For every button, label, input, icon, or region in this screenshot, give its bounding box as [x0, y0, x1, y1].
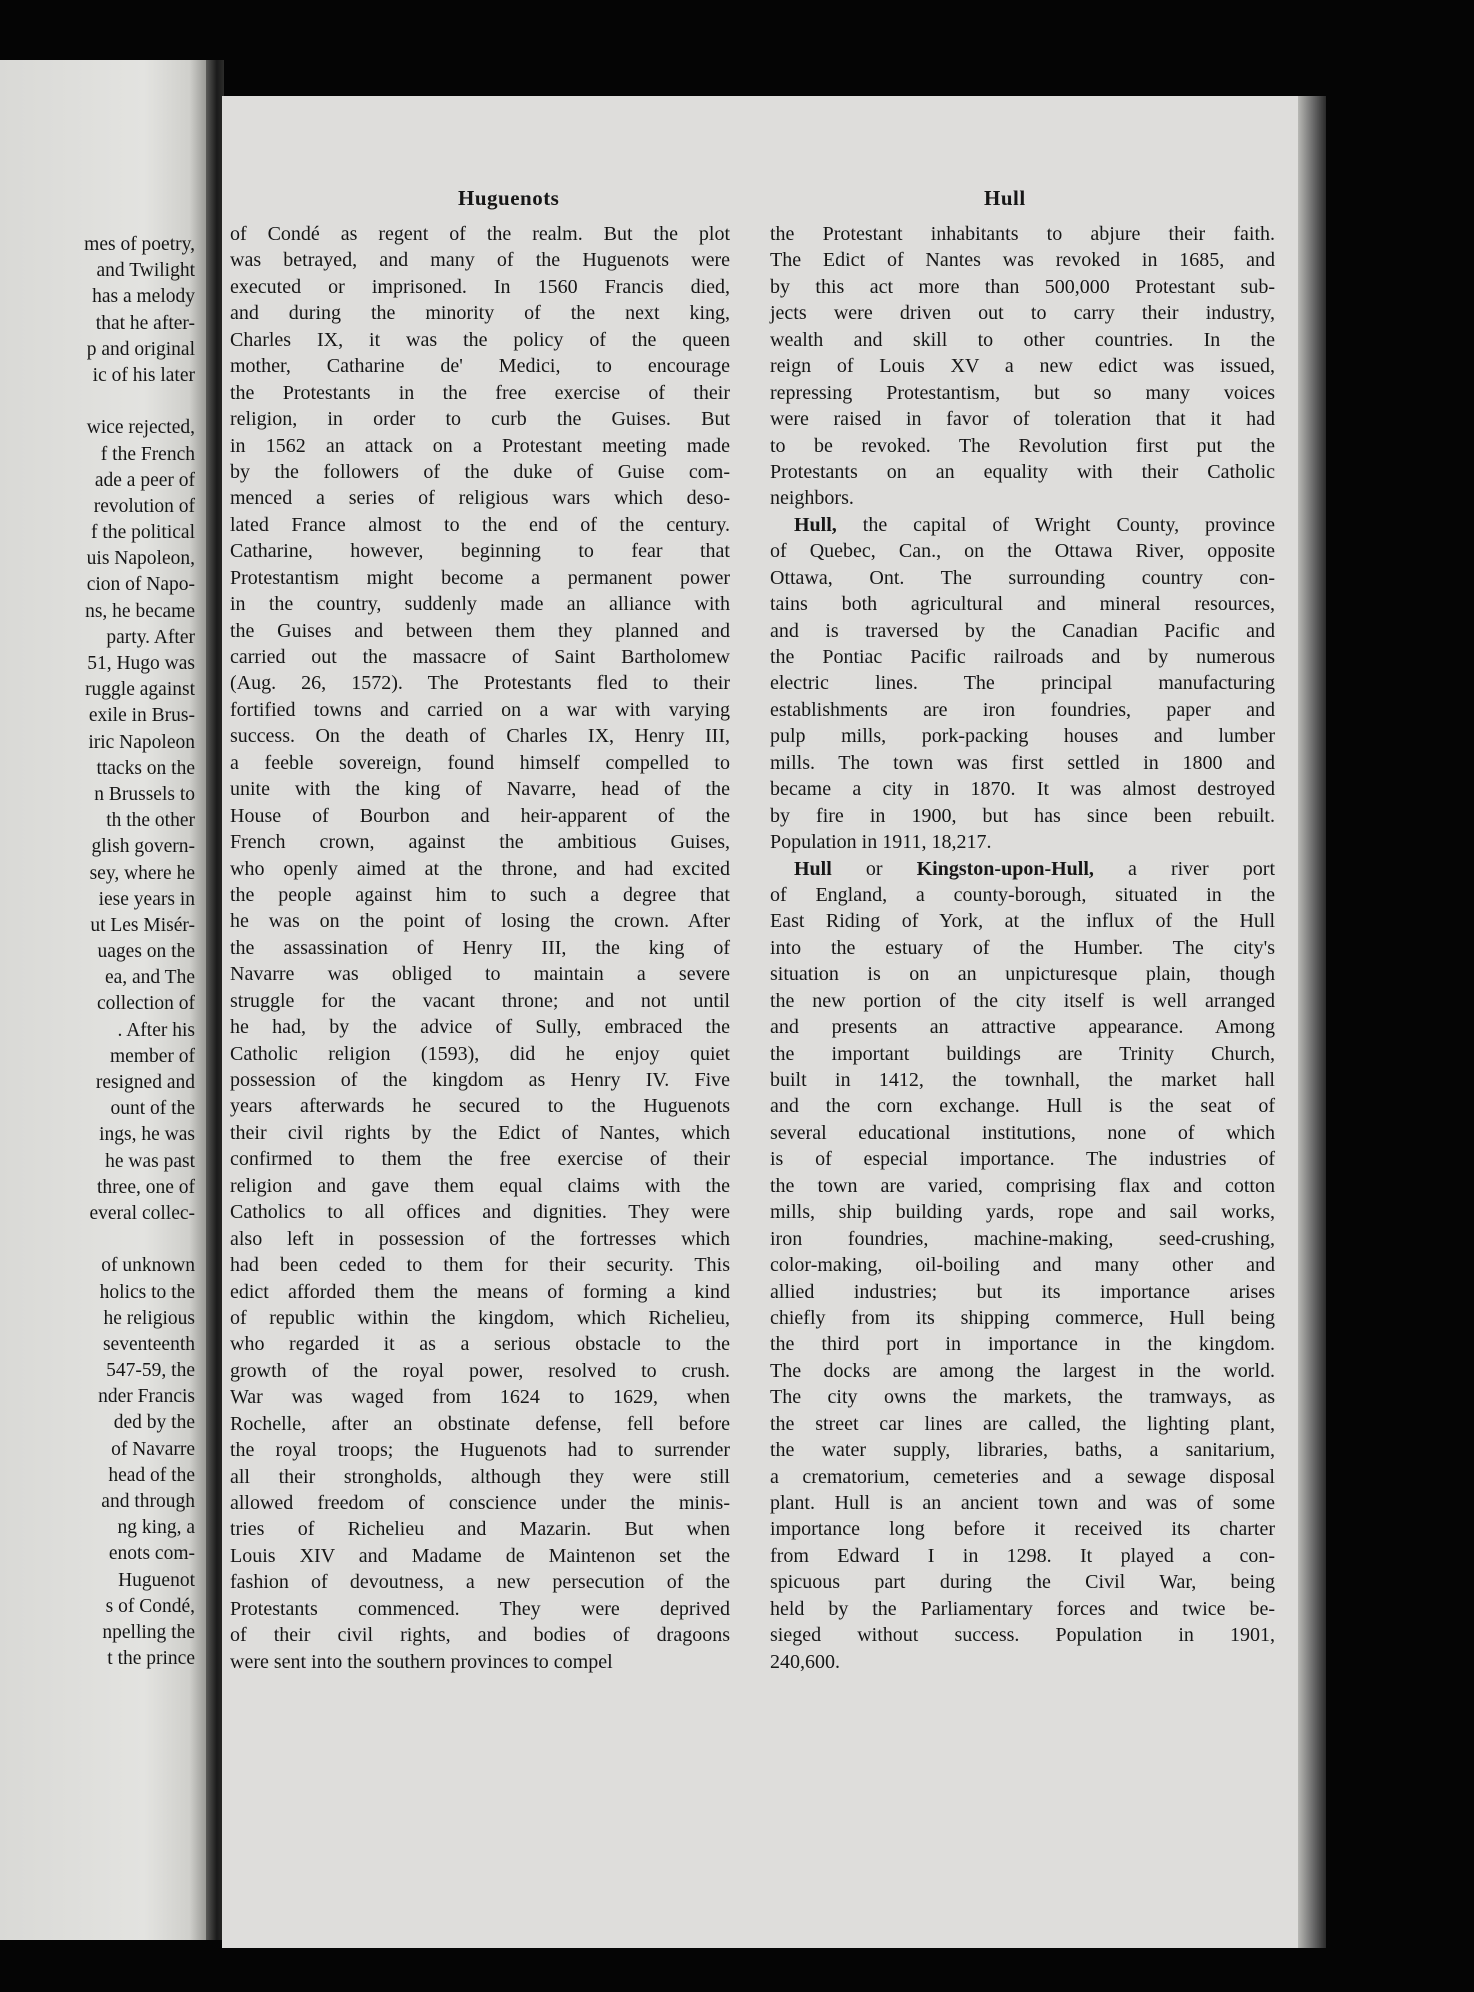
text-line: struggle for the vacant throne; and not until — [230, 989, 730, 1012]
text-line: a feeble sovereign, found himself compelled to — [230, 751, 730, 774]
left-page-line: enots com- — [108, 1543, 195, 1565]
text-line: is of especial importance. The industries of — [770, 1148, 1275, 1171]
text-line: Charles IX, it was the policy of the queen — [230, 328, 730, 351]
text-line: also left in possession of the fortresses which — [230, 1227, 730, 1250]
left-page-line: resigned and — [95, 1072, 195, 1093]
text-line: French crown, against the ambitious Guises, — [230, 831, 730, 854]
text-line: 240,600. — [770, 1650, 840, 1673]
text-line: Protestants on an equality with their Catholic — [770, 460, 1275, 483]
left-page-line: glish govern- — [91, 836, 195, 858]
text-line: in the country, suddenly made an alliance with — [230, 593, 730, 616]
text-line: House of Bourbon and heir-apparent of the — [230, 804, 730, 827]
text-line: spicuous part during the Civil War, being — [770, 1571, 1275, 1594]
text-line: had been ceded to them for their security. This — [230, 1254, 730, 1277]
entry-term-hull-england: Hull — [794, 857, 832, 880]
left-page-line: and Twilight — [96, 260, 195, 282]
text-line: plant. Hull is an ancient town and was of some — [770, 1492, 1275, 1514]
left-page-line: th the other — [106, 810, 195, 832]
text-line: mother, Catharine de' Medici, to encourage — [230, 355, 730, 378]
left-page-line: Huguenot — [118, 1569, 195, 1591]
left-page-line: holics to the — [99, 1281, 195, 1303]
left-page-line: ic of his later — [92, 364, 195, 386]
text-line: were sent into the southern provinces to compel — [230, 1650, 613, 1673]
left-page-line: of Navarre — [111, 1438, 195, 1460]
text-line: War was waged from 1624 to 1629, when — [230, 1386, 730, 1409]
text-line: fortified towns and carried on a war with varying — [230, 698, 730, 721]
text-line: electric lines. The principal manufacturing — [770, 672, 1275, 695]
text-line: East Riding of York, at the influx of the Hull — [770, 910, 1275, 933]
text-line: of republic within the kingdom, which Richelieu, — [230, 1306, 730, 1329]
left-page-line: he was past — [105, 1150, 195, 1172]
text-line: he had, by the advice of Sully, embraced the — [230, 1016, 730, 1039]
text-line: of England, a county-borough, situated in the — [770, 883, 1275, 906]
right-page — [222, 96, 1298, 1948]
text-line: Ottawa, Ont. The surrounding country con- — [770, 566, 1275, 589]
left-page-line: that he after- — [95, 312, 195, 334]
entry-hull-england-first-text: a river port — [1128, 857, 1275, 880]
left-page-line: ut Les Misér- — [90, 914, 195, 936]
text-line: confirmed to them the free exercise of their — [230, 1148, 730, 1171]
left-page-line: s of Condé, — [105, 1595, 195, 1617]
text-line: mills. The town was first settled in 1800 and — [770, 751, 1275, 774]
entry-term-kingston-upon-hull: Kingston-upon-Hull, — [916, 857, 1094, 880]
left-page-line: iese years in — [98, 888, 195, 910]
left-page-line: ded by the — [113, 1412, 195, 1434]
text-line: Catharine, however, beginning to fear that — [230, 540, 730, 563]
text-line: was betrayed, and many of the Huguenots were — [230, 249, 730, 272]
right-page-edge — [1298, 96, 1326, 1948]
text-column-1 — [230, 221, 730, 1675]
text-line: from Edward I in 1298. It played a con- — [770, 1544, 1275, 1567]
text-line: Rochelle, after an obstinate defense, fell before — [230, 1412, 730, 1435]
text-line: and the corn exchange. Hull is the seat of — [770, 1095, 1275, 1118]
left-page-line: mes of poetry, — [84, 234, 195, 255]
text-line: of their civil rights, and bodies of dragoons — [230, 1624, 730, 1647]
text-line: held by the Parliamentary forces and twice be- — [770, 1597, 1275, 1620]
left-page-line: collection of — [96, 993, 195, 1015]
left-page-line: he religious — [103, 1307, 195, 1329]
left-page-text-column — [0, 232, 195, 1672]
text-line: and is traversed by the Canadian Pacific and — [770, 619, 1275, 642]
text-line: religion, in order to curb the Guises. But — [230, 408, 730, 431]
text-line: several educational institutions, none of which — [770, 1121, 1275, 1144]
text-line: growth of the royal power, resolved to crush. — [230, 1359, 730, 1382]
text-line: their civil rights by the Edict of Nantes, which — [230, 1121, 730, 1144]
text-line: and presents an attractive appearance. Among — [770, 1016, 1275, 1039]
left-page-line: wice rejected, — [86, 417, 195, 439]
left-page-line: has a melody — [92, 286, 195, 308]
left-page-line: ttacks on the — [96, 757, 195, 779]
hull-england-entry — [770, 882, 1275, 1675]
text-line: the Guises and between them they planned and — [230, 619, 730, 642]
text-line: jects were driven out to carry their industry, — [770, 302, 1275, 325]
left-page-line: everal collec- — [89, 1202, 195, 1224]
left-page-line — [0, 389, 195, 415]
left-page-line: . After his — [117, 1019, 195, 1041]
text-line: built in 1412, the townhall, the market hall — [770, 1069, 1275, 1091]
text-line: were raised in favor of toleration that it had — [770, 408, 1275, 431]
left-page-line: party. After — [106, 626, 195, 648]
left-page-line: cion of Napo- — [86, 574, 195, 596]
left-page-line: ings, he was — [99, 1124, 195, 1146]
text-line: menced a series of religious wars which deso- — [230, 487, 730, 510]
left-page-line: member of — [109, 1045, 195, 1067]
text-line: allowed freedom of conscience under the minis- — [230, 1492, 730, 1514]
text-line: situation is on an unpicturesque plain, though — [770, 963, 1275, 986]
left-page-line: n Brussels to — [94, 783, 195, 805]
text-line: the important buildings are Trinity Church, — [770, 1042, 1275, 1065]
left-page-line: seventeenth — [102, 1333, 195, 1355]
entry-hull-first-text: the capital of Wright County, province — [862, 513, 1276, 536]
text-line: executed or imprisoned. In 1560 Francis died, — [230, 275, 730, 298]
text-line: color-making, oil-boiling and many other and — [770, 1254, 1275, 1277]
text-line: establishments are iron foundries, paper and — [770, 698, 1275, 721]
text-line: by this act more than 500,000 Protestant sub- — [770, 275, 1275, 298]
left-page-line: ount of the — [110, 1098, 195, 1120]
text-line: reign of Louis XV a new edict was issued, — [770, 355, 1275, 378]
text-line: the Protestant inhabitants to abjure their faith. — [770, 223, 1275, 245]
left-page-line: head of the — [108, 1464, 195, 1486]
text-line: the third port in importance in the kingdom. — [770, 1333, 1275, 1356]
text-line: the assassination of Henry III, the king of — [230, 936, 730, 959]
entry-or-word: or — [865, 857, 883, 880]
text-line: religion and gave them equal claims with the — [230, 1174, 730, 1197]
left-page-line: exile in Brus- — [88, 705, 195, 727]
text-line: success. On the death of Charles IX, Henry III, — [230, 725, 730, 748]
left-page-line: f the political — [91, 522, 195, 544]
huguenots-continuation — [770, 221, 1275, 512]
text-line: (Aug. 26, 1572). The Protestants fled to their — [230, 672, 730, 695]
text-line: by the followers of the duke of Guise com- — [230, 460, 730, 483]
text-line: the new portion of the city itself is well arranged — [770, 989, 1275, 1012]
text-line: into the estuary of the Humber. The city's — [770, 936, 1275, 959]
text-line: repressing Protestantism, but so many voices — [770, 381, 1275, 404]
text-line: neighbors. — [770, 487, 854, 510]
text-line: the Pontiac Pacific railroads and by numerous — [770, 646, 1275, 668]
text-column-2 — [770, 221, 1275, 1675]
left-page-line: p and original — [86, 338, 195, 360]
text-line: years afterwards he secured to the Huguenots — [230, 1095, 730, 1118]
text-line: carried out the massacre of Saint Bartholomew — [230, 646, 730, 668]
text-line: tains both agricultural and mineral resources, — [770, 593, 1275, 616]
text-line: all their strongholds, although they were still — [230, 1465, 730, 1488]
text-line: fashion of devoutness, a new persecution of the — [230, 1571, 730, 1594]
text-line: wealth and skill to other countries. In the — [770, 328, 1275, 351]
text-line: and during the minority of the next king, — [230, 302, 730, 325]
text-line: who regarded it as a serious obstacle to the — [230, 1333, 730, 1356]
text-line: the water supply, libraries, baths, a sanitarium, — [770, 1439, 1275, 1462]
left-page-line: 51, Hugo was — [87, 653, 195, 674]
left-page-line: 547-59, the — [106, 1360, 195, 1382]
left-page — [0, 60, 206, 1940]
left-page-line: of unknown — [101, 1255, 195, 1277]
left-page-line: ng king, a — [117, 1517, 195, 1539]
left-page-line — [0, 1227, 195, 1253]
text-line: Louis XIV and Madame de Maintenon set the — [230, 1544, 730, 1567]
left-page-line: uis Napoleon, — [86, 548, 195, 570]
text-line: to be revoked. The Revolution first put the — [770, 434, 1275, 457]
text-line: of Condé as regent of the realm. But the plot — [230, 223, 730, 245]
text-line: pulp mills, pork-packing houses and lumber — [770, 725, 1275, 748]
text-line: the street car lines are called, the lighting plant, — [770, 1412, 1275, 1435]
text-line: the royal troops; the Huguenots had to surrender — [230, 1439, 730, 1462]
text-line: The city owns the markets, the tramways, as — [770, 1386, 1275, 1409]
text-line: became a city in 1870. It was almost destroyed — [770, 778, 1275, 801]
text-line: importance long before it received its charter — [770, 1518, 1275, 1541]
text-line: unite with the king of Navarre, head of the — [230, 778, 730, 801]
entry-term-hull: Hull, — [794, 513, 837, 536]
left-page-line: uages on the — [97, 941, 195, 963]
left-page-line: nder Francis — [98, 1386, 195, 1408]
text-line: Navarre was obliged to maintain a severe — [230, 963, 730, 986]
text-line: by fire in 1900, but has since been rebuilt. — [770, 804, 1275, 827]
left-page-line: three, one of — [97, 1176, 195, 1198]
text-line: allied industries; but its importance arises — [770, 1280, 1275, 1303]
text-line: mills, ship building yards, rope and sail works, — [770, 1201, 1275, 1224]
left-page-line: t the prince — [107, 1648, 195, 1670]
text-line: who openly aimed at the throne, and had excited — [230, 857, 730, 880]
left-page-line: npelling the — [102, 1621, 195, 1643]
text-line: Protestants commenced. They were deprived — [230, 1597, 730, 1620]
left-page-line: and through — [101, 1491, 195, 1512]
text-line: sieged without success. Population in 1901, — [770, 1624, 1275, 1647]
text-line: he was on the point of losing the crown. After — [230, 910, 730, 933]
text-line: possession of the kingdom as Henry IV. Five — [230, 1069, 730, 1091]
running-head-left: Huguenots — [458, 186, 560, 210]
text-line: in 1562 an attack on a Protestant meeting made — [230, 434, 730, 457]
entry-hull-england-first-line — [770, 856, 1275, 882]
left-page-line: ea, and The — [104, 967, 195, 989]
text-line: Catholics to all offices and dignities. They were — [230, 1201, 730, 1224]
left-page-line: ade a peer of — [94, 469, 195, 491]
text-line: The docks are among the largest in the world. — [770, 1359, 1275, 1382]
hull-quebec-entry — [770, 538, 1275, 855]
text-line: the town are varied, comprising flax and cotton — [770, 1174, 1275, 1197]
text-line: lated France almost to the end of the century. — [230, 513, 730, 536]
text-line: Protestantism might become a permanent power — [230, 566, 730, 589]
text-line: the Protestants in the free exercise of their — [230, 381, 730, 404]
text-line: a crematorium, cemeteries and a sewage disposal — [770, 1465, 1275, 1488]
entry-hull-quebec-first-line — [770, 512, 1275, 538]
left-page-line: revolution of — [93, 495, 195, 517]
left-page-line: f the French — [100, 443, 195, 465]
left-page-line: ns, he became — [85, 600, 195, 622]
text-line: of Quebec, Can., on the Ottawa River, opposite — [770, 540, 1275, 563]
text-line: tries of Richelieu and Mazarin. But when — [230, 1518, 730, 1541]
left-page-line: ruggle against — [85, 679, 195, 701]
left-page-line: iric Napoleon — [88, 731, 195, 753]
left-page-line: sey, where he — [89, 862, 195, 884]
text-line: The Edict of Nantes was revoked in 1685, and — [770, 249, 1275, 272]
text-line: the people against him to such a degree that — [230, 883, 730, 906]
text-line: chiefly from its shipping commerce, Hull being — [770, 1306, 1275, 1329]
text-line: edict afforded them the means of forming a kind — [230, 1280, 730, 1303]
text-line: Catholic religion (1593), did he enjoy quiet — [230, 1042, 730, 1065]
text-line: Population in 1911, 18,217. — [770, 831, 992, 854]
text-line: iron foundries, machine-making, seed-crushing, — [770, 1227, 1275, 1250]
running-head-right: Hull — [984, 186, 1026, 210]
